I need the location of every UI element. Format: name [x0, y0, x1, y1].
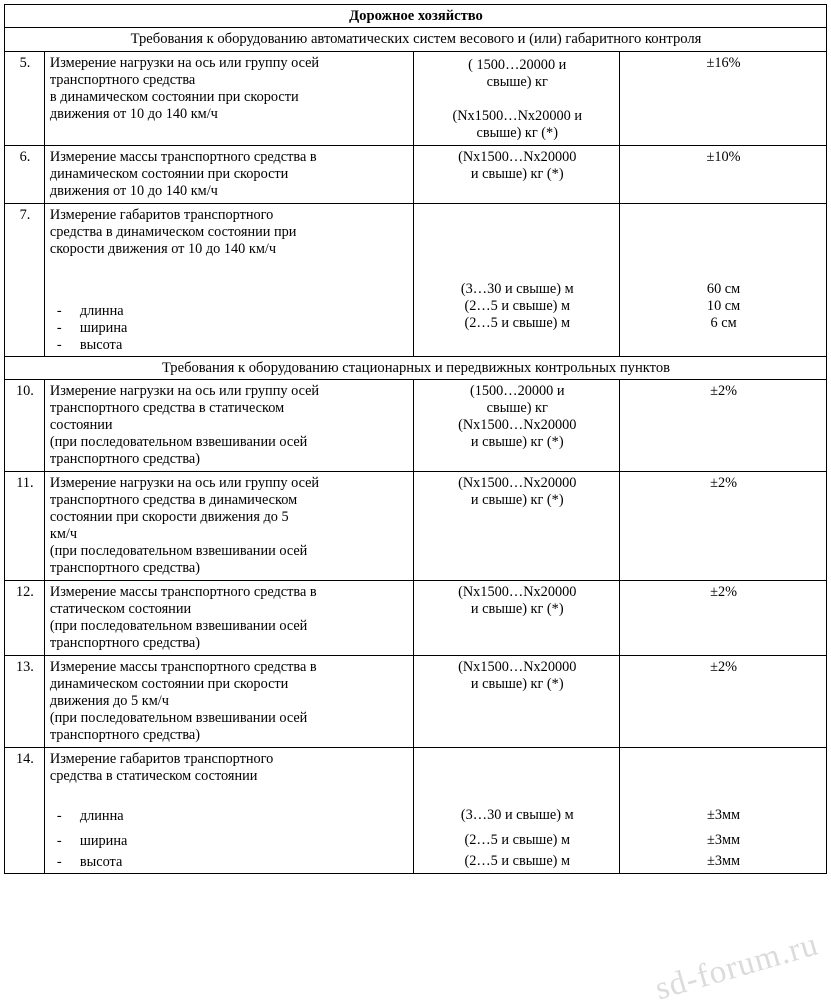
row-description: [44, 656, 414, 748]
desc-line: транспортного средства): [49, 560, 201, 577]
tolerance-line: 10 см: [706, 297, 741, 314]
value-line: и свыше) кг (*): [470, 676, 564, 693]
desc-line: Измерение массы транспортного средства в: [49, 659, 317, 676]
table-row: [5, 145, 827, 203]
desc-line: Измерение нагрузки на ось или группу осей: [49, 475, 320, 492]
row-description: [44, 581, 414, 656]
row-value: [414, 51, 620, 145]
desc-line: состоянии при скорости движения до 5: [49, 509, 289, 526]
value-line-blank: [419, 91, 615, 108]
row-value: [414, 472, 620, 581]
value-line: (Nx1500…Nx20000: [458, 417, 577, 434]
tolerance-spacer: [625, 207, 822, 281]
desc-line: км/ч: [49, 526, 78, 543]
value-line: (1500…20000 и: [469, 383, 565, 400]
value-line: (2…5 и свыше) м: [464, 832, 571, 849]
desc-line: транспортного средства): [49, 727, 201, 744]
section-heading-automatic: Требования к оборудованию автоматических систем весового и (или) габаритного контроля: [5, 28, 827, 51]
dash-marker: -: [56, 302, 62, 319]
dash-marker: -: [56, 854, 62, 871]
table-row: [5, 380, 827, 472]
row-value: [414, 203, 620, 356]
table-row: [5, 203, 827, 356]
row-number: 13.: [5, 656, 45, 748]
sub-item: [50, 320, 410, 336]
desc-line: (при последовательном взвешивании осей: [49, 618, 308, 635]
desc-line: Измерение массы транспортного средства в: [49, 584, 317, 601]
value-line: и свыше) кг (*): [470, 434, 564, 451]
desc-line: (при последовательном взвешивании осей: [49, 710, 308, 727]
table-row: [5, 656, 827, 748]
row-number: 12.: [5, 581, 45, 656]
desc-line: (при последовательном взвешивании осей: [49, 543, 308, 560]
row-description: [44, 145, 414, 203]
value-line: свыше) кг: [486, 400, 548, 417]
desc-line: Измерение габаритов транспортного: [49, 751, 274, 768]
sub-item: [50, 303, 410, 319]
sub-item-list: [50, 785, 410, 870]
table-row: [5, 51, 827, 145]
row-number: 10.: [5, 380, 45, 472]
row-number: 7.: [5, 203, 45, 356]
row-value: [414, 380, 620, 472]
sub-item-label: ширина: [79, 833, 128, 850]
value-line: свыше) кг (*): [476, 124, 558, 141]
tolerance-line: ±3мм: [707, 832, 741, 849]
desc-line: транспортного средства): [49, 451, 201, 468]
row-description: [44, 748, 414, 874]
row-number: 11.: [5, 472, 45, 581]
requirements-table: [4, 4, 827, 874]
value-spacer: [419, 751, 615, 807]
table-row: [5, 472, 827, 581]
row-number: 14.: [5, 748, 45, 874]
value-line: и свыше) кг (*): [470, 601, 564, 618]
row-tolerance: ±2%: [620, 472, 827, 581]
sub-item-label: ширина: [79, 319, 128, 336]
document-title: Дорожное хозяйство: [5, 5, 827, 28]
row-description: [44, 203, 414, 356]
row-tolerance: ±10%: [620, 145, 827, 203]
sub-item-label: длинна: [79, 302, 124, 319]
desc-line: движения до 5 км/ч: [49, 693, 169, 710]
dash-marker: -: [56, 833, 62, 850]
sub-item-label: высота: [79, 336, 123, 353]
value-line: (3…30 и свыше) м: [460, 280, 574, 297]
sub-item-label: длинна: [79, 808, 124, 825]
section-heading-row: [5, 356, 827, 379]
sub-item: [50, 337, 410, 353]
value-line: (Nx1500…Nx20000: [458, 584, 577, 601]
desc-line: транспортного средства в динамическом: [49, 492, 298, 509]
row-value: [414, 748, 620, 874]
row-tolerance: ±2%: [620, 380, 827, 472]
desc-line: статическом состоянии: [49, 601, 192, 618]
row-number: 5.: [5, 51, 45, 145]
value-line: и свыше) кг (*): [470, 492, 564, 509]
tolerance-line: 6 см: [710, 314, 737, 331]
row-number: 6.: [5, 145, 45, 203]
sub-item-label: высота: [79, 854, 123, 871]
sub-item-list: [50, 258, 410, 353]
table-row: [5, 581, 827, 656]
desc-line: транспортного средства: [49, 71, 196, 88]
desc-line: Измерение массы транспортного средства в: [49, 148, 317, 165]
value-line: (2…5 и свыше) м: [464, 853, 571, 870]
value-line: (Nx1500…Nx20000 и: [452, 107, 583, 124]
dash-marker: -: [56, 319, 62, 336]
desc-line: динамическом состоянии при скорости: [49, 676, 289, 693]
value-line: (Nx1500…Nx20000: [458, 475, 577, 492]
sub-item: [50, 854, 410, 870]
value-line: ( 1500…20000 и: [468, 56, 567, 73]
tolerance-spacer: [625, 751, 822, 807]
row-value: [414, 145, 620, 203]
value-line: и свыше) кг (*): [470, 165, 564, 182]
value-line: (Nx1500…Nx20000: [458, 148, 577, 165]
value-line: (2…5 и свыше) м: [464, 314, 571, 331]
table-title-row: [5, 5, 827, 28]
value-line: свыше) кг: [486, 73, 548, 90]
dash-marker: -: [56, 336, 62, 353]
desc-line: Измерение нагрузки на ось или группу осей: [49, 383, 320, 400]
desc-line: (при последовательном взвешивании осей: [49, 434, 308, 451]
desc-line: транспортного средства): [49, 635, 201, 652]
row-tolerance: ±2%: [620, 656, 827, 748]
row-description: [44, 380, 414, 472]
row-value: [414, 656, 620, 748]
desc-line: средства в статическом состоянии: [49, 768, 258, 785]
desc-line: динамическом состоянии при скорости: [49, 165, 289, 182]
desc-line: транспортного средства в статическом: [49, 400, 285, 417]
desc-line: Измерение нагрузки на ось или группу осей: [49, 54, 320, 71]
row-tolerance: [620, 203, 827, 356]
watermark: sd-forum.ru: [651, 926, 823, 1008]
desc-line: движения от 10 до 140 км/ч: [49, 182, 218, 199]
section-heading-stationary: Требования к оборудованию стационарных и передвижных контрольных пунктов: [5, 356, 827, 379]
row-tolerance: ±16%: [620, 51, 827, 145]
sub-item: [50, 808, 410, 824]
row-tolerance: [620, 748, 827, 874]
desc-line: Измерение габаритов транспортного: [49, 206, 274, 223]
tolerance-line: ±3мм: [707, 807, 741, 824]
tolerance-line: 60 см: [706, 280, 741, 297]
section-heading-row: [5, 28, 827, 51]
value-line: (2…5 и свыше) м: [464, 297, 571, 314]
value-spacer: [419, 207, 615, 281]
row-description: [44, 51, 414, 145]
desc-line: состоянии: [49, 417, 113, 434]
table-row: [5, 748, 827, 874]
desc-line: движения от 10 до 140 км/ч: [49, 105, 218, 122]
row-tolerance: ±2%: [620, 581, 827, 656]
tolerance-line: ±3мм: [707, 853, 741, 870]
row-value: [414, 581, 620, 656]
desc-line: скорости движения от 10 до 140 км/ч: [49, 240, 277, 257]
desc-line: в динамическом состоянии при скорости: [49, 88, 299, 105]
sub-item: [50, 833, 410, 849]
value-line: (3…30 и свыше) м: [460, 807, 574, 824]
row-description: [44, 472, 414, 581]
dash-marker: -: [56, 808, 62, 825]
desc-line: средства в динамическом состоянии при: [49, 223, 297, 240]
value-line: (Nx1500…Nx20000: [458, 659, 577, 676]
